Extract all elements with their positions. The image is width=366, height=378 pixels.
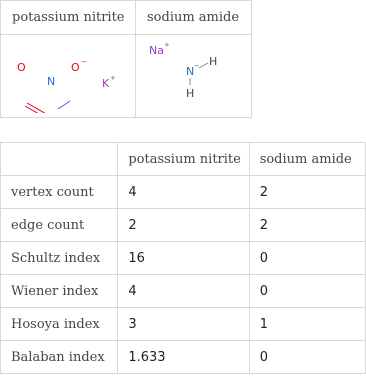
row-label: Balaban index bbox=[1, 341, 118, 374]
row-label: Schultz index bbox=[1, 242, 118, 275]
potassium-nitrite-structure-cell bbox=[1, 35, 136, 118]
atom-hydrogen-1: H bbox=[209, 55, 218, 68]
table-row bbox=[1, 275, 366, 308]
row-label: Hosoya index bbox=[1, 308, 118, 341]
row-value-potassium-nitrite: 4 bbox=[118, 275, 249, 308]
header-potassium-nitrite: potassium nitrite bbox=[1, 1, 136, 35]
table-row bbox=[1, 242, 366, 275]
row-label: vertex count bbox=[1, 176, 118, 209]
row-value-potassium-nitrite: 4 bbox=[118, 176, 249, 209]
atom-oxygen-2: O bbox=[71, 61, 80, 74]
structures-row bbox=[1, 35, 252, 118]
potassium-charge: + bbox=[110, 74, 116, 82]
table-row bbox=[1, 341, 366, 374]
structures-header-row bbox=[1, 1, 252, 35]
row-value-sodium-amide: 0 bbox=[249, 341, 365, 374]
atom-potassium: K bbox=[102, 77, 110, 90]
properties-header-row bbox=[1, 143, 366, 176]
table-row bbox=[1, 209, 366, 242]
properties-table bbox=[0, 142, 366, 374]
row-value-potassium-nitrite: 2 bbox=[118, 209, 249, 242]
properties-corner-cell bbox=[1, 143, 118, 176]
row-value-sodium-amide: 2 bbox=[249, 209, 365, 242]
col-header-potassium-nitrite: potassium nitrite bbox=[118, 143, 249, 176]
atom-sodium: Na bbox=[149, 44, 164, 57]
row-value-potassium-nitrite: 3 bbox=[118, 308, 249, 341]
bond-n-o-single bbox=[58, 101, 70, 109]
bond-n-h1 bbox=[199, 63, 208, 68]
row-label: edge count bbox=[1, 209, 118, 242]
row-value-sodium-amide: 2 bbox=[249, 176, 365, 209]
row-value-sodium-amide: 0 bbox=[249, 275, 365, 308]
potassium-nitrite-structure bbox=[1, 35, 135, 113]
row-label: Wiener index bbox=[1, 275, 118, 308]
col-header-sodium-amide: sodium amide bbox=[249, 143, 365, 176]
atom-nitrogen: N bbox=[47, 75, 56, 88]
oxygen-charge: − bbox=[81, 58, 87, 66]
sodium-amide-structure bbox=[136, 35, 251, 113]
atom-nitrogen: N bbox=[186, 65, 195, 78]
row-value-sodium-amide: 1 bbox=[249, 308, 365, 341]
row-value-potassium-nitrite: 1.633 bbox=[118, 341, 249, 374]
row-value-sodium-amide: 0 bbox=[249, 242, 365, 275]
header-sodium-amide: sodium amide bbox=[136, 1, 252, 35]
nitrogen-charge: − bbox=[194, 62, 200, 70]
table-row bbox=[1, 176, 366, 209]
table-row bbox=[1, 308, 366, 341]
structures-table bbox=[0, 0, 252, 118]
sodium-amide-structure-cell bbox=[136, 35, 252, 118]
row-value-potassium-nitrite: 16 bbox=[118, 242, 249, 275]
bond-o-n-double-a bbox=[27, 103, 48, 113]
sodium-charge: + bbox=[164, 41, 170, 49]
atom-oxygen-1: O bbox=[17, 61, 26, 74]
atom-hydrogen-2: H bbox=[186, 87, 195, 100]
